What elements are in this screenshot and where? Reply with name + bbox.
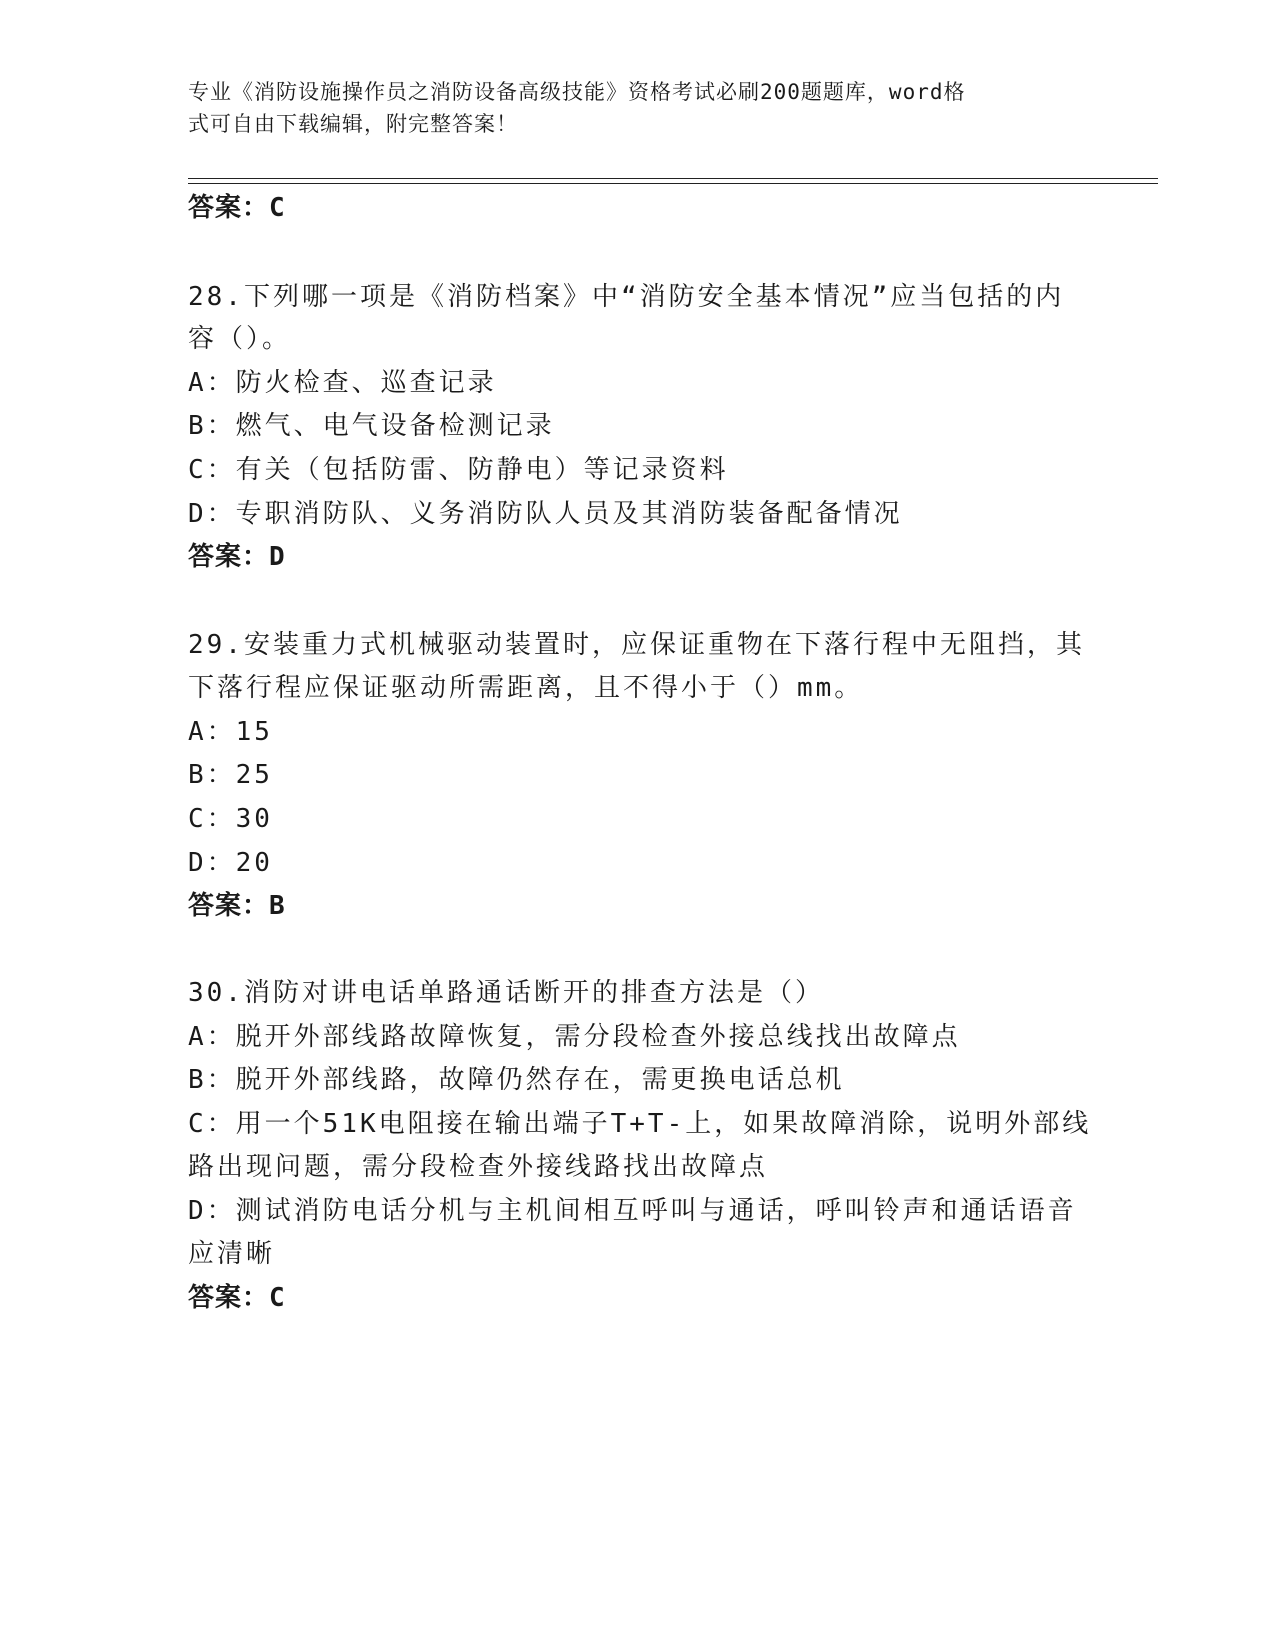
question-29-option-c: C：30 [188, 804, 273, 834]
question-28-stem-line-1: 28.下列哪一项是《消防档案》中“消防安全基本情况”应当包括的内 [188, 282, 1065, 312]
question-28-option-a: A：防火检查、巡查记录 [188, 368, 497, 398]
question-30-option-c-line-1: C：用一个51K电阻接在输出端子T+T-上，如果故障消除，说明外部线 [188, 1109, 1092, 1139]
document-header [188, 76, 1088, 140]
question-30-stem-line-1: 30.消防对讲电话单路通话断开的排查方法是（） [188, 978, 824, 1008]
header-line-2: 式可自由下载编辑，附完整答案！ [188, 112, 518, 136]
question-29-stem-line-2: 下落行程应保证驱动所需距离，且不得小于（）mm。 [188, 673, 864, 703]
header-divider-top [188, 178, 1158, 179]
question-29-answer: 答案：B [188, 891, 286, 921]
header-divider-bottom [188, 183, 1158, 184]
question-30-option-b: B：脱开外部线路，故障仍然存在，需更换电话总机 [188, 1065, 845, 1095]
question-30-option-a: A：脱开外部线路故障恢复，需分段检查外接总线找出故障点 [188, 1022, 961, 1052]
question-30-option-d-line-2: 应清晰 [188, 1239, 276, 1269]
question-30-option-c-line-2: 路出现问题，需分段检查外接线路找出故障点 [188, 1152, 769, 1182]
question-28-option-d: D：专职消防队、义务消防队人员及其消防装备配备情况 [188, 499, 903, 529]
question-30-answer: 答案：C [188, 1283, 286, 1313]
question-28-option-b: B：燃气、电气设备检测记录 [188, 411, 555, 441]
question-29-stem-line-1: 29.安装重力式机械驱动装置时，应保证重物在下落行程中无阻挡，其 [188, 630, 1085, 660]
question-28-option-c: C：有关（包括防雷、防静电）等记录资料 [188, 455, 729, 485]
previous-answer: 答案：C [188, 193, 286, 223]
question-30-option-d-line-1: D：测试消防电话分机与主机间相互呼叫与通话，呼叫铃声和通话语音 [188, 1196, 1077, 1226]
header-line-1: 专业《消防设施操作员之消防设备高级技能》资格考试必刷200题题库，word格 [188, 80, 966, 104]
question-28-answer: 答案：D [188, 542, 286, 572]
question-28-stem-line-2: 容（）。 [188, 324, 292, 354]
question-29-option-d: D：20 [188, 848, 273, 878]
question-29-option-b: B：25 [188, 760, 273, 790]
question-29-option-a: A：15 [188, 717, 273, 747]
